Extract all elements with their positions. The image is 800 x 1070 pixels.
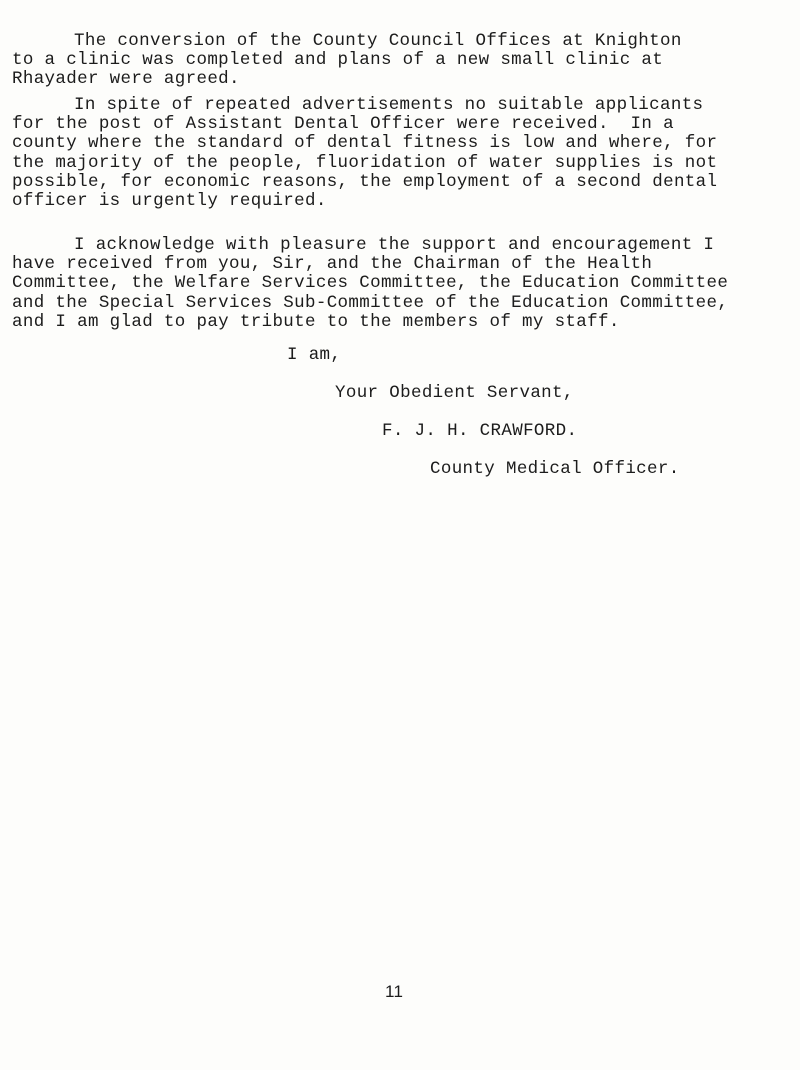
text-line: The conversion of the County Council Offices at Knighton bbox=[74, 31, 682, 51]
text-line: and I am glad to pay tribute to the members of my staff. bbox=[12, 311, 620, 332]
text-line: the majority of the people, fluoridation of water supplies is not bbox=[12, 152, 718, 173]
page-number: 11 bbox=[385, 982, 404, 1001]
text-line: have received from you, Sir, and the Chairman of the Health bbox=[12, 254, 653, 275]
text-line: county where the standard of dental fitness is low and where, for bbox=[12, 133, 718, 154]
text-line: possible, for economic reasons, the employment of a second dental bbox=[12, 171, 718, 192]
text-line: to a clinic was completed and plans of a new small clinic at bbox=[12, 50, 664, 71]
signatory-name: F. J. H. CRAWFORD. bbox=[382, 421, 578, 441]
signatory-title: County Medical Officer. bbox=[430, 459, 680, 479]
text-line: In spite of repeated advertisements no suitable applicants bbox=[74, 95, 704, 115]
text-line: Rhayader were agreed. bbox=[12, 69, 240, 90]
text-line: officer is urgently required. bbox=[12, 191, 327, 212]
text-line: and the Special Services Sub-Committee of the Education Committee, bbox=[12, 292, 729, 313]
text-line: I acknowledge with pleasure the support and encouragement I bbox=[74, 235, 715, 255]
paragraph-dental-officer bbox=[12, 96, 717, 211]
text-line: Committee, the Welfare Services Committee, the Education Committee bbox=[12, 273, 729, 294]
closing-salutation: I am, bbox=[287, 345, 342, 365]
paragraph-acknowledgement bbox=[12, 236, 728, 332]
closing-valediction: Your Obedient Servant, bbox=[335, 383, 574, 403]
text-line: for the post of Assistant Dental Officer were received. In a bbox=[12, 114, 674, 135]
paragraph-knighton-clinic bbox=[12, 32, 682, 90]
